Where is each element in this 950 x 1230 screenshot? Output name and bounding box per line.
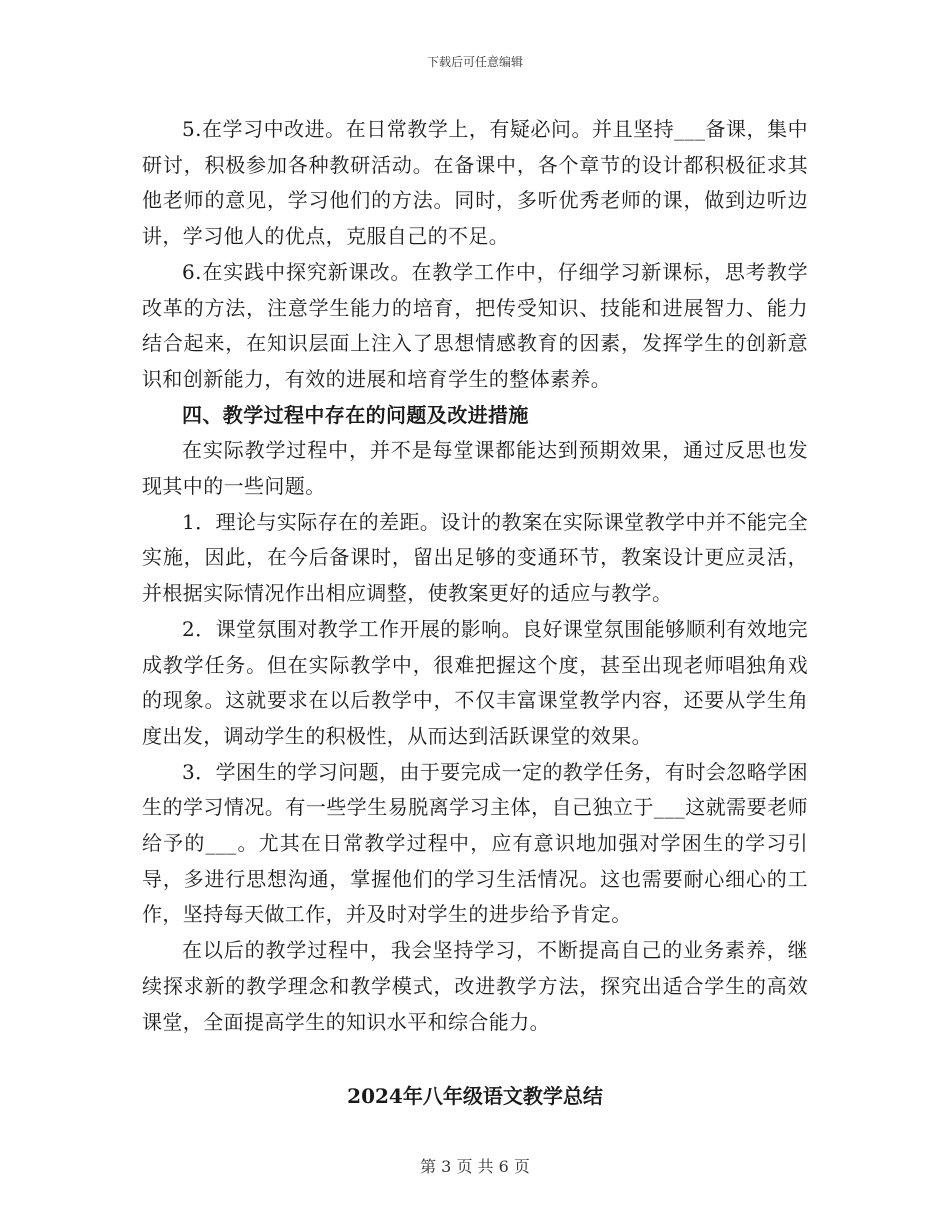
- page-number: 第 3 页 共 6 页: [420, 1157, 530, 1176]
- paragraph-future-plans: 在以后的教学过程中，我会坚持学习，不断提高自己的业务素养，继续探求新的教学理念和教学模式，改进教学方法，探究出适合学生的高效课堂，全面提高学生的知识水平和综合能力。: [142, 938, 808, 1034]
- paragraph-struggling-students: 3．学困生的学习问题，由于要完成一定的教学任务，有时会忽略学困生的学习情况。有一些学生易脱离学习主体，自己独立于___这就需要老师给予的___。尤其在日常教学过程中，应有意识地加强对学困生的学习引导，多进行思想沟通，掌握他们的学习生活情况。这也需要耐心细心的工作，坚持每天做工作，并及时对学生的进步给予肯定。: [142, 759, 808, 927]
- document-body: [142, 112, 808, 1040]
- section-heading-problems: 四、教学过程中存在的问题及改进措施: [182, 402, 529, 427]
- paragraph-theory-vs-practice: 1．理论与实际存在的差距。设计的教案在实际课堂教学中并不能完全实施，因此，在今后备课时，留出足够的变通环节，教案设计更应灵活，并根据实际情况作出相应调整，使教案更好的适应与教学。: [142, 509, 808, 606]
- page-header-note: 下载后可任意编辑: [426, 55, 523, 69]
- paragraph-curriculum-reform: 6.在实践中探究新课改。在教学工作中，仔细学习新课标，思考教学改革的方法，注意学生能力的培育，把传受知识、技能和进展智力、能力结合起来，在知识层面上注入了思想情感教育的因素，发挥学生的创新意识和创新能力，有效的进展和培育学生的整体素养。: [142, 259, 808, 391]
- paragraph-improve-in-learning: 5.在学习中改进。在日常教学上，有疑必问。并且坚持___备课，集中研讨，积极参加各种教研活动。在备课中，各个章节的设计都积极征求其他老师的意见，学习他们的方法。同时，多听优秀老师的课，做到边听边讲，学习他人的优点，克服自己的不足。: [142, 117, 808, 249]
- next-document-title: 2024年八年级语文教学总结: [347, 1084, 603, 1108]
- paragraph-classroom-atmosphere: 2．课堂氛围对教学工作开展的影响。良好课堂氛围能够顺利有效地完成教学任务。但在实际教学中，很难把握这个度，甚至出现老师唱独角戏的现象。这就要求在以后教学中，不仅丰富课堂教学内容，还要从学生角度出发，调动学生的积极性，从而达到活跃课堂的效果。: [142, 616, 808, 748]
- paragraph-problems-intro: 在实际教学过程中，并不是每堂课都能达到预期效果，通过反思也发现其中的一些问题。: [142, 438, 808, 499]
